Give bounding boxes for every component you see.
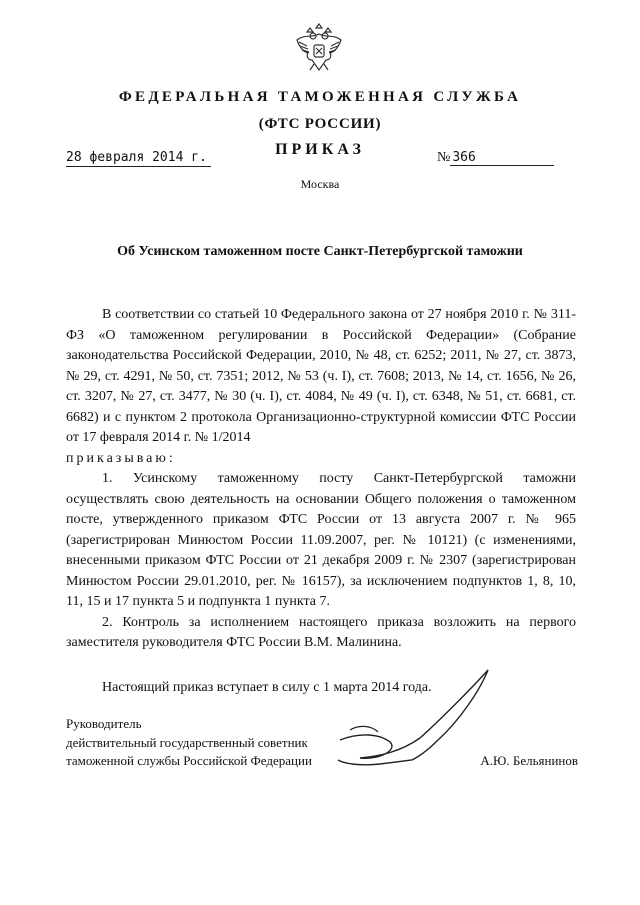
signatory-title-line-1: Руководитель [66,716,142,731]
item-1-paragraph: 1. Усинскому таможенному посту Санкт-Петербургской таможни осуществлять свою деятельность на основании Общего положения о таможенном посте, утвержденного приказом ФТС России от 13 августа 2007 г. № 965 (зарегистрирован Минюстом России 11.09.2007, рег. № 10121) (с изменениями, внесенными приказом ФТС России от 21 декабря 2009 г. № 2307 (зарегистрирован Минюстом России 29.01.2010, рег. № 16157), за исключением подпунктов 1, 8, 10, 11, 15 и 17 пункта 5 и подпункта 1 пункта 7. [66,471,576,609]
decree-word: приказываю: [66,450,176,466]
document-type: ПРИКАЗ [275,141,365,158]
agency-name: ФЕДЕРАЛЬНАЯ ТАМОЖЕННАЯ СЛУЖБА [118,89,522,105]
order-number: 366 [450,150,554,166]
russian-coat-of-arms-icon [294,20,344,76]
city: Москва [300,177,340,191]
item-2-paragraph: 2. Контроль за исполнением настоящего приказа возложить на первого заместителя руководителя ФТС России В.М. Малинина. [66,614,576,650]
order-number-row [437,150,573,166]
effective-date-paragraph: Настоящий приказ вступает в силу с 1 марта 2014 года. [102,679,432,695]
order-subject: Об Усинском таможенном посте Санкт-Петербургской таможни [117,244,523,259]
order-body [66,305,576,698]
signatory-name: А.Ю. Бельянинов [480,753,578,768]
signatory-title-line-2: действительный государственный советник [66,734,308,750]
order-date: 28 февраля 2014 г. [66,150,211,167]
order-number-prefix: № [437,150,451,165]
agency-short-name: (ФТС РОССИИ) [258,116,382,132]
signatory-title-line-3: таможенной службы Российской Федерации [66,753,312,768]
preamble-paragraph: В соответствии со статьей 10 Федерального закона от 27 ноября 2010 г. № 311-ФЗ «О таможенном регулировании в Российской Федерации» (Собрание законодательства Российской Федерации, 2010, № 48, ст. 6252; 2011, № 27, ст. 3873, № 29, ст. 4291, № 50, ст. 7351; 2012, № 53 (ч. I), ст. 7608; 2013, № 14, ст. 1656, № 26, ст. 3207, № 27, ст. 3477, № 30 (ч. I), ст. 4084, № 49 (ч. I), ст. 6348, № 51, ст. 6681, ст. 6682) и с пунктом 2 протокола Организационно-структурной комиссии ФТС России от 17 февраля 2014 г. № 1/2014 [66,307,576,445]
signature-block [66,715,578,771]
